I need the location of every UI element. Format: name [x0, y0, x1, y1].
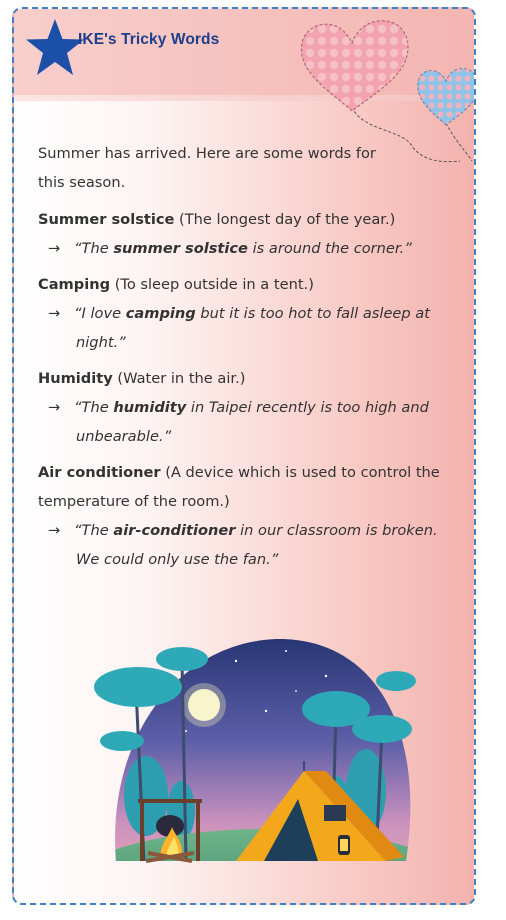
- page-title: IKE's Tricky Words: [78, 31, 220, 48]
- arrow-icon: →: [48, 522, 61, 539]
- entry-term-air-conditioner: [38, 458, 458, 516]
- example-text: “The: [74, 522, 114, 539]
- term-word: Camping: [38, 276, 111, 293]
- word-list: [38, 139, 458, 581]
- example-highlight: summer solstice: [113, 240, 248, 257]
- entry-term-humidity: [38, 364, 458, 393]
- example-text: in our classroom is broken. We could only use the fan.”: [76, 522, 438, 568]
- entry-term-camping: [38, 270, 458, 299]
- term-definition: (Water in the air.): [112, 370, 246, 387]
- example-text: “The: [74, 399, 114, 416]
- example-text: “The: [74, 240, 114, 257]
- entry-example-summer-solstice: [38, 234, 458, 263]
- example-text: is around the corner.”: [247, 240, 412, 257]
- term-word: Humidity: [38, 370, 113, 387]
- example-text: “I love: [74, 305, 126, 322]
- term-word: Summer solstice: [38, 211, 175, 228]
- term-definition: (The longest day of the year.): [174, 211, 396, 228]
- example-highlight: humidity: [113, 399, 187, 416]
- entry-term-summer-solstice: [38, 205, 458, 234]
- camping-scene-illustration: [86, 621, 426, 889]
- term-definition: (To sleep outside in a tent.): [110, 276, 314, 293]
- arrow-icon: →: [48, 240, 61, 257]
- entry-example-humidity: [38, 393, 458, 451]
- entry-example-camping: [38, 299, 458, 357]
- arrow-icon: →: [48, 305, 61, 322]
- example-text: but it is too hot to fall asleep at night.”: [76, 305, 430, 351]
- example-highlight: air-conditioner: [113, 522, 236, 539]
- word-card: [12, 7, 476, 905]
- term-definition: (A device which is used to control the temperature of the room.): [38, 464, 440, 510]
- term-word: Air conditioner: [38, 464, 161, 481]
- star-logo-icon: [24, 17, 86, 79]
- intro-text: Summer has arrived. Here are some words for this season.: [38, 145, 376, 191]
- example-text: in Taipei recently is too high and unbearable.”: [76, 399, 429, 445]
- arrow-icon: →: [48, 399, 61, 416]
- entry-example-air-conditioner: [38, 516, 458, 574]
- example-highlight: camping: [125, 305, 196, 322]
